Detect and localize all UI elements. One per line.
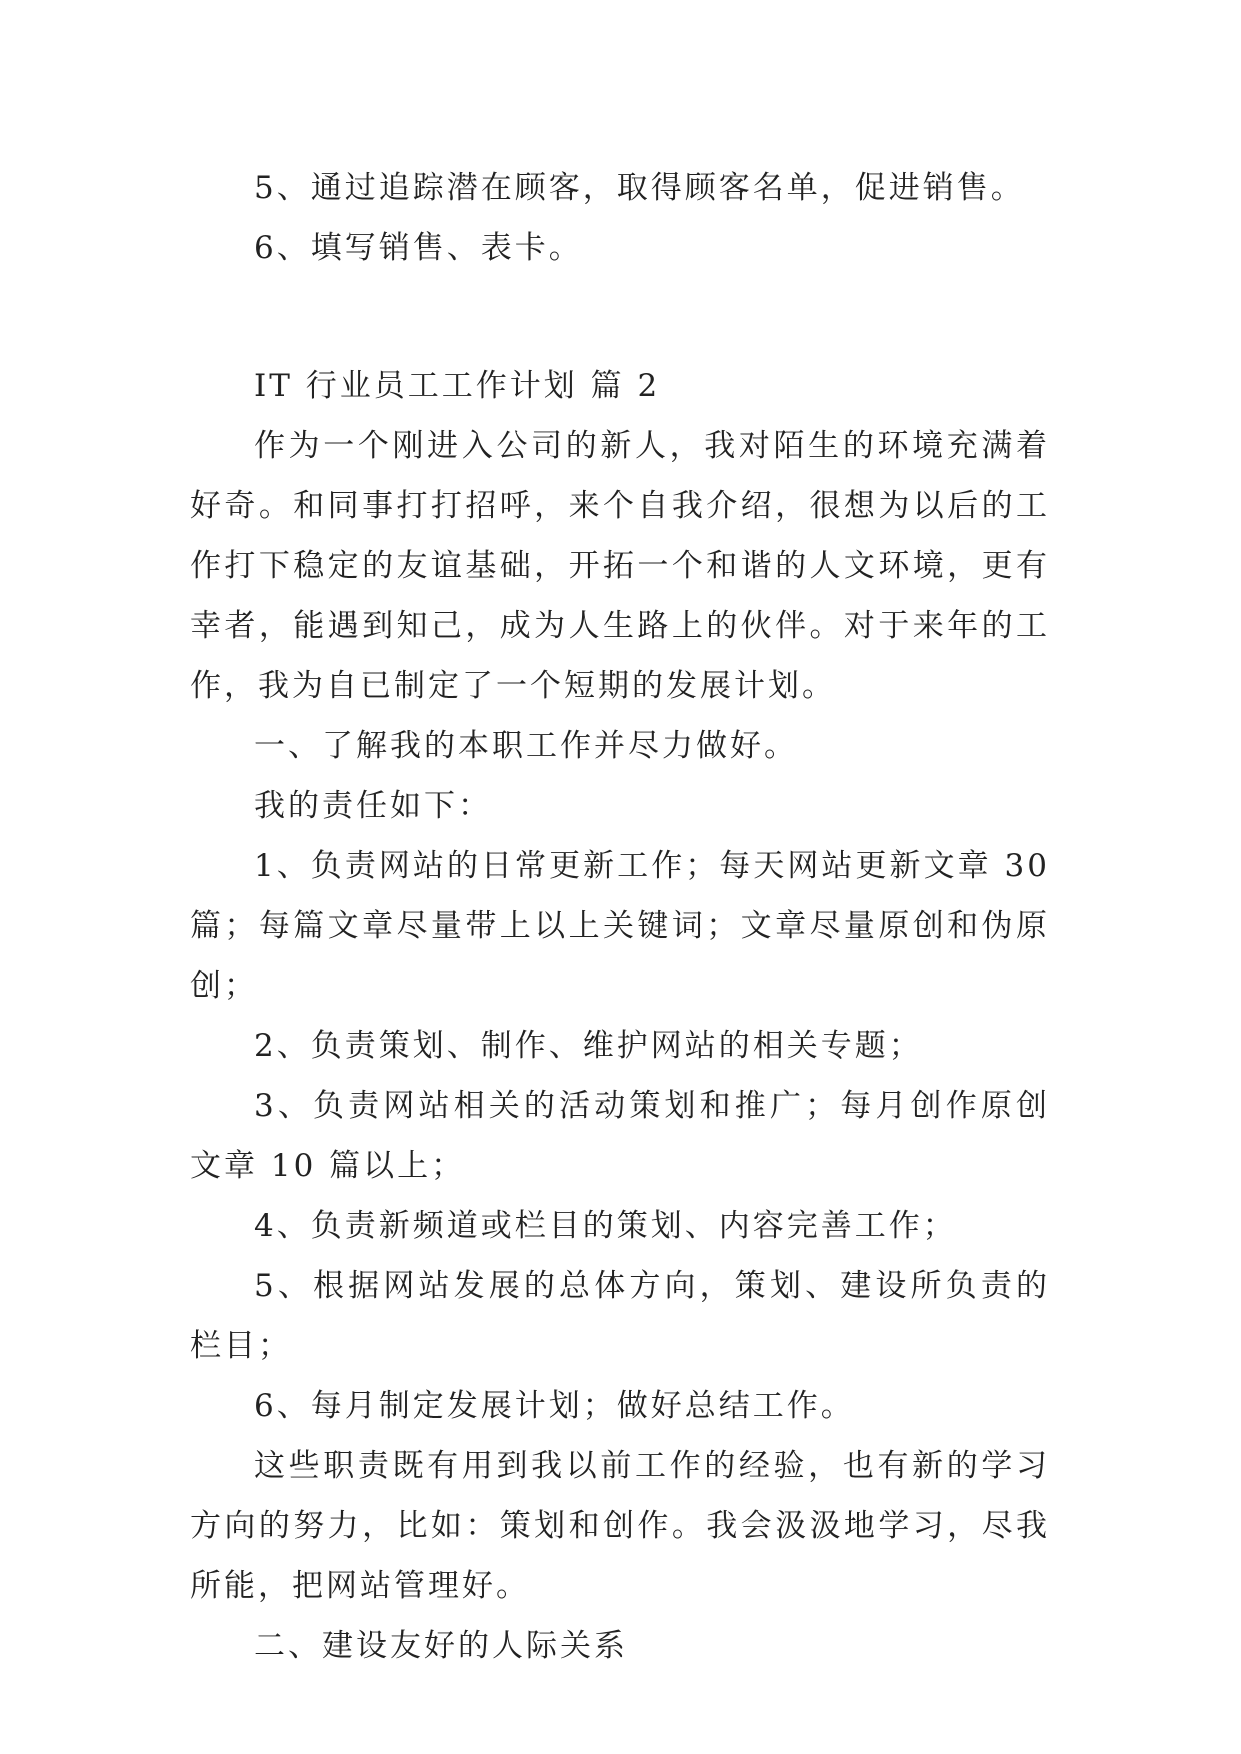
paragraph: 这些职责既有用到我以前工作的经验，也有新的学习方向的努力，比如：策划和创作。我会汲汲地学习，尽我所能，把网站管理好。 — [190, 1448, 1050, 1604]
list-item: 4、负责新频道或栏目的策划、内容完善工作； — [254, 1208, 957, 1244]
heading-item: 一、了解我的本职工作并尽力做好。 — [254, 728, 798, 764]
list-item: 6、每月制定发展计划；做好总结工作。 — [254, 1388, 855, 1424]
section-spacer — [190, 278, 1050, 356]
paragraph: 6、填写销售、表卡。 — [254, 230, 583, 266]
list-item: 2、负责策划、制作、维护网站的相关专题； — [254, 1028, 923, 1064]
list-item: 5、根据网站发展的总体方向，策划、建设所负责的栏目； — [190, 1268, 1050, 1364]
paragraph: 5、通过追踪潜在顾客，取得顾客名单，促进销售。 — [254, 170, 1025, 206]
document-body — [190, 158, 1050, 1676]
paragraph: 作为一个刚进入公司的新人，我对陌生的环境充满着好奇。和同事打打招呼，来个自我介绍，很想为以后的工作打下稳定的友谊基础，开拓一个和谐的人文环境，更有幸者，能遇到知己，成为人生路上的伙伴。对于来年的工作，我为自已制定了一个短期的发展计划。 — [190, 428, 1050, 704]
list-item: 1、负责网站的日常更新工作；每天网站更新文章 30 篇；每篇文章尽量带上以上关键词；文章尽量原创和伪原创； — [190, 848, 1050, 1004]
paragraph: 我的责任如下： — [254, 788, 492, 824]
list-item: 3、负责网站相关的活动策划和推广；每月创作原创文章 10 篇以上； — [190, 1088, 1050, 1184]
section-title: IT 行业员工工作计划 篇 2 — [254, 368, 661, 404]
heading-item: 二、建设友好的人际关系 — [254, 1628, 628, 1664]
